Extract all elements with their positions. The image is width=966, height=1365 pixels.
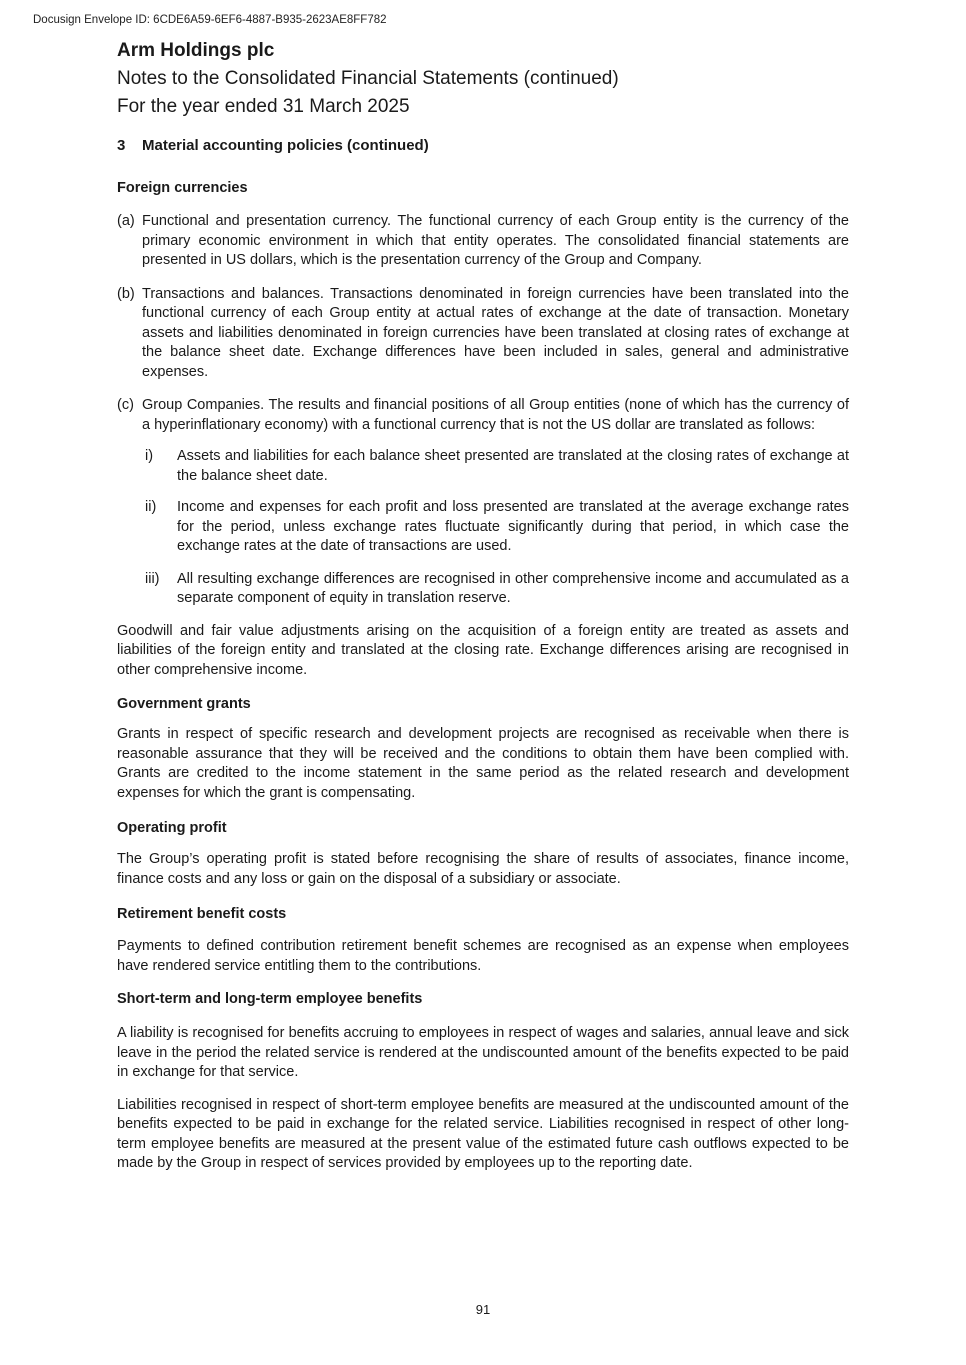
note-number: 3 — [117, 137, 126, 154]
paragraph-sub-ii — [145, 498, 849, 557]
document-title: Notes to the Consolidated Financial Statements (continued) — [117, 68, 619, 89]
paragraph-operating-profit: The Group’s operating profit is stated before recognising the share of results of associates, finance income, finance costs and any loss or gain on the disposal of a subsidiary or associate. — [117, 851, 849, 887]
item-a-text: Functional and presentation currency. The functional currency of each Group entity is the currency of the primary economic environment in which that entity operates. The consolidated financial statements are presented in US dollars, which is the presentation currency of the Group and Company. — [142, 213, 849, 268]
paragraph-government-grants: Grants in respect of specific research and development projects are recognised as receivable when there is reasonable assurance that they will be received and the conditions to obtain them have been complied with. Grants are credited to the income statement in the same period as the related research and development expenses for which the grant is compensating. — [117, 726, 849, 801]
sub-i-label: i) — [145, 448, 154, 464]
heading-operating-profit: Operating profit — [117, 820, 227, 836]
paragraph-item-c — [117, 396, 849, 435]
paragraph-sub-iii — [145, 570, 849, 609]
sub-iii-text: All resulting exchange differences are recognised in other comprehensive income and accumulated as a separate component of equity in translation reserve. — [177, 570, 849, 606]
note-title-text: Material accounting policies (continued) — [142, 137, 429, 154]
sub-ii-text: Income and expenses for each profit and loss presented are translated at the average exchange rates for the period, unless exchange rates fluctuate significantly during that period, in which case the exchange rates at the date of transactions are used. — [177, 499, 849, 554]
item-b-text: Transactions and balances. Transactions denominated in foreign currencies have been translated into the functional currency of each Group entity at actual rates of exchange at the date of transaction. Monetary assets and liabilities denominated in foreign currencies have been translated at closing rates of exchange at the balance sheet date. Exchange differences have been included in sales, general and administrative expenses. — [142, 285, 849, 380]
item-c-label: (c) — [117, 397, 134, 413]
note-heading — [117, 136, 849, 156]
company-name: Arm Holdings plc — [117, 40, 275, 61]
paragraph-employee-benefits-2: Liabilities recognised in respect of short-term employee benefits are measured at the undiscounted amount of the benefits expected to be paid in exchange for the related service. Liabilities recognised in respect of other long-term employee benefits are measured at the present value of the estimated future cash outflows expected to be made by the Group in respect of services provided by employees up to the reporting date. — [117, 1096, 849, 1171]
sub-i-text: Assets and liabilities for each balance sheet presented are translated at the closing rates of exchange at the balance sheet date. — [177, 448, 849, 484]
paragraph-employee-benefits-1: A liability is recognised for benefits accruing to employees in respect of wages and salaries, annual leave and sick leave in the period the related service is rendered at the undiscounted amount of the benefits expected to be paid in exchange for that service. — [117, 1025, 849, 1080]
heading-retirement-benefit-costs: Retirement benefit costs — [117, 906, 287, 922]
item-b-label: (b) — [117, 285, 135, 302]
paragraph-item-b — [117, 285, 849, 383]
heading-foreign-currencies: Foreign currencies — [117, 180, 248, 196]
reporting-period: For the year ended 31 March 2025 — [117, 96, 410, 117]
item-c-text: Group Companies. The results and financial positions of all Group entities (none of which has the currency of a hyperinflationary economy) with a functional currency that is not the US dollar are translated as follows: — [142, 397, 849, 433]
docusign-envelope-id: Docusign Envelope ID: 6CDE6A59-6EF6-4887-B935-2623AE8FF782 — [33, 14, 387, 26]
sub-iii-label: iii) — [145, 570, 160, 587]
page-number: 91 — [475, 1302, 491, 1317]
sub-ii-label: ii) — [145, 499, 157, 515]
paragraph-item-a — [117, 212, 849, 271]
paragraph-retirement-benefit-costs: Payments to defined contribution retirement benefit schemes are recognised as an expense when employees have rendered service entitling them to the contributions. — [117, 938, 849, 974]
item-a-label: (a) — [117, 213, 135, 229]
paragraph-sub-i — [145, 447, 849, 486]
heading-government-grants: Government grants — [117, 696, 251, 712]
heading-employee-benefits: Short-term and long-term employee benefits — [117, 991, 423, 1007]
paragraph-goodwill: Goodwill and fair value adjustments arising on the acquisition of a foreign entity are treated as assets and liabilities of the foreign entity and translated at the closing rate. Exchange differences arising are recognised in other comprehensive income. — [117, 622, 849, 678]
